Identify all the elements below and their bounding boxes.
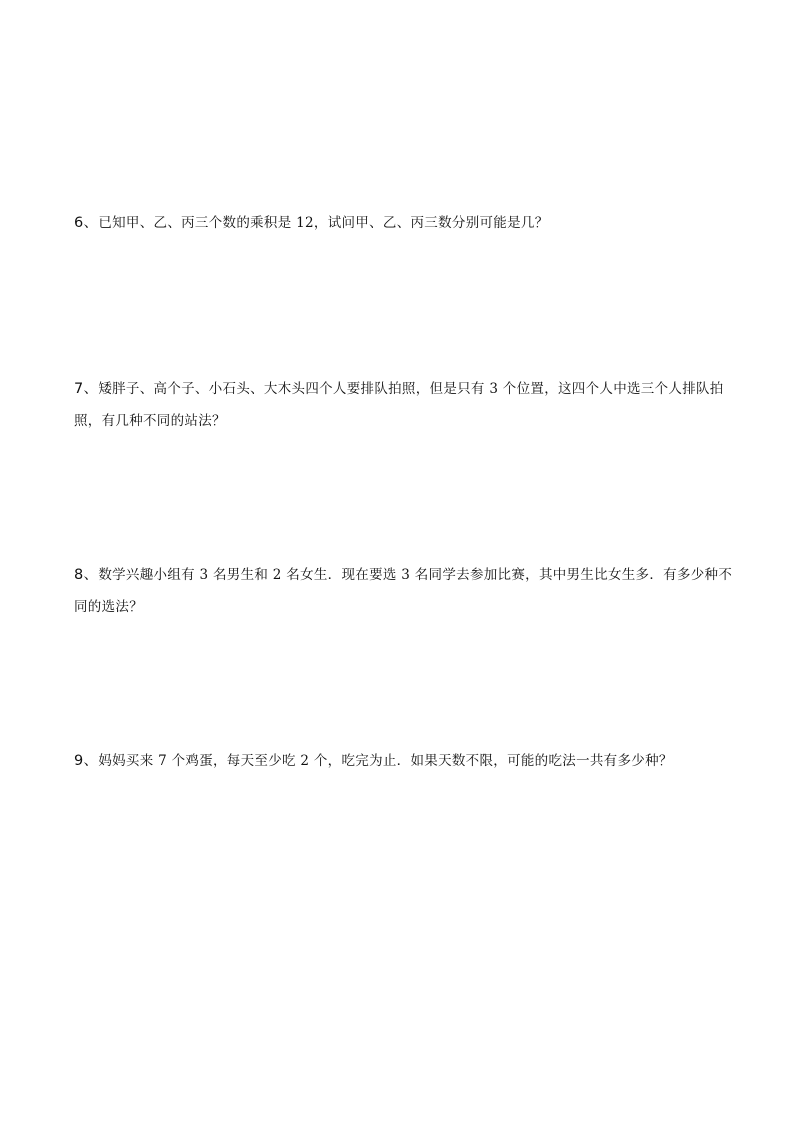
- question-text: 矮胖子、高个子、小石头、大木头四个人要排队拍照，但是只有 3 个位置，这四个人中选三个人排队拍照，有几种不同的站法？: [74, 381, 724, 429]
- question-text: 已知甲、乙、丙三个数的乘积是 12，试问甲、乙、丙三数分别可能是几？: [98, 215, 549, 231]
- question-number: 7、: [74, 381, 99, 397]
- question-text: 妈妈买来 7 个鸡蛋，每天至少吃 2 个，吃完为止．如果天数不限，可能的吃法一共有多少种？: [98, 753, 673, 769]
- question-9: [74, 745, 734, 777]
- question-7: [74, 373, 734, 437]
- question-text: 数学兴趣小组有 3 名男生和 2 名女生．现在要选 3 名同学去参加比赛，其中男生比女生多．有多少种不同的选法？: [74, 567, 733, 615]
- question-8: [74, 559, 734, 623]
- question-number: 8、: [74, 567, 99, 583]
- question-6: [74, 207, 734, 239]
- question-number: 6、: [74, 215, 99, 231]
- question-number: 9、: [74, 753, 99, 769]
